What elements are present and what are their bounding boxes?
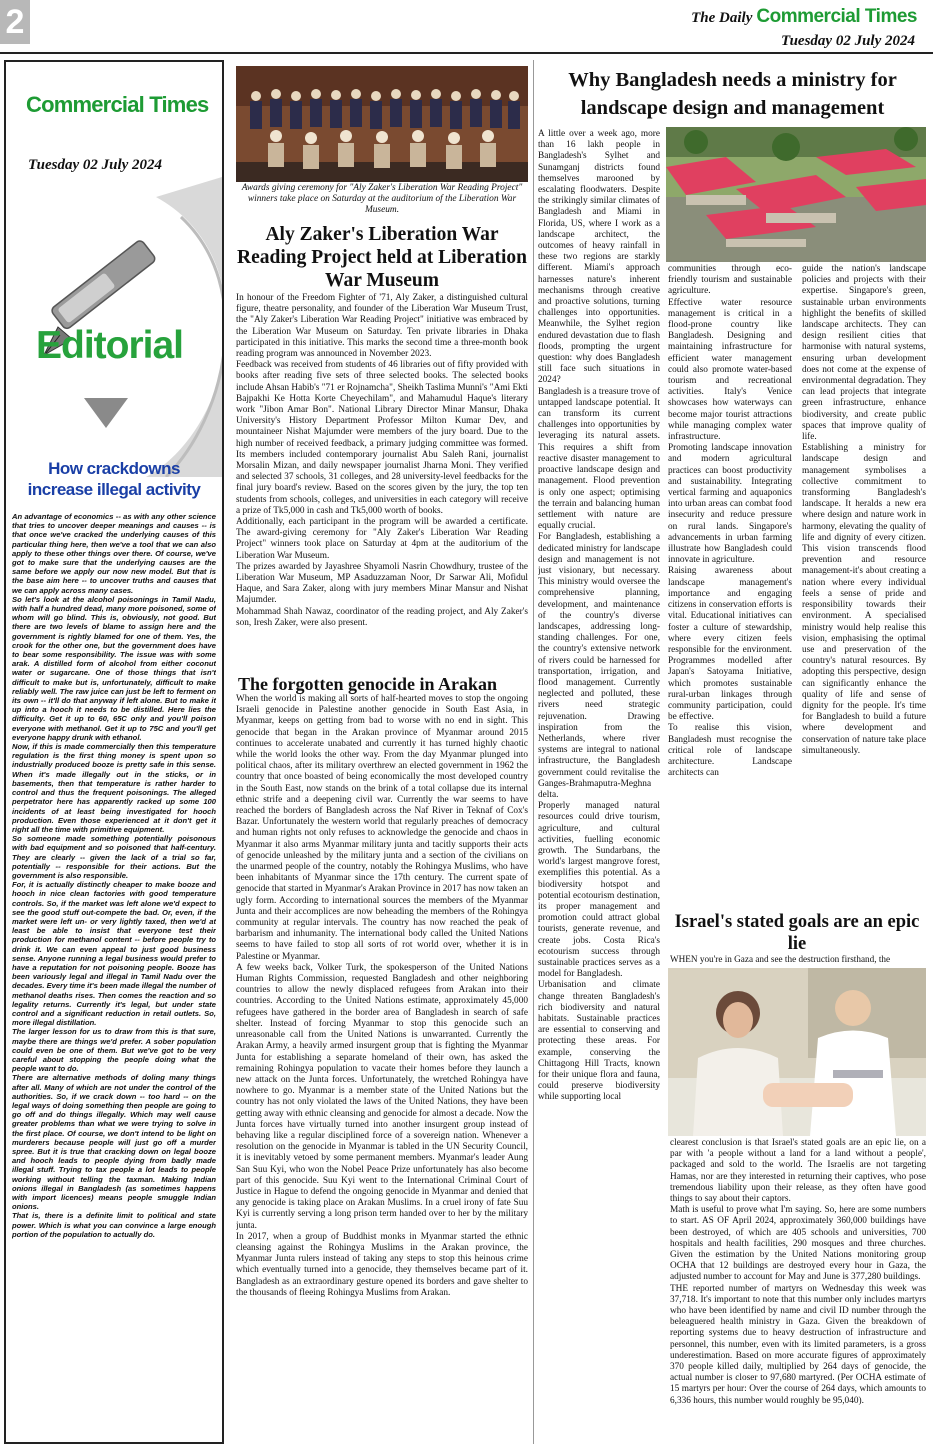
- landscape-headline: Why Bangladesh needs a ministry for landscape design and management: [568, 69, 897, 119]
- article-paragraph: In honour of the Freedom Fighter of '71, Aly Zaker, a distinguished cultural figure, theatre personality, and founder of the Liberation War Museum Trust, the "Aly Zaker's Liberation War Reading Project" initiative was embraced by the Liberation War Museum on Saturday. Ten private libraries in Dhaka participated in this initiative. This marks the second time a three-month book reading program was announced in November 2023.: [236, 293, 528, 360]
- article-paragraph: communities through eco-friendly tourism and sustainable agriculture.: [668, 264, 792, 297]
- article-paragraph: A little over a week ago, more than 16 lakh people in Bangladesh's Sylhet and Sunamganj districts found themselves marooned by escalating floodwaters. Despite the strikingly similar climates of Bangladesh and Miami in Florida, US, where I work as a landscape architect, the outcomes of heavy rainfall in these two regions are starkly different. Miami's approach harnesses nature's inherent mechanisms through creative and proactive solutions, turning challenges into opportunities. Meanwhile, the Sylhet region endured devastation due to flash floods, prompting the urgent question: why does Bangladesh still face such situations in 2024?: [538, 129, 660, 386]
- editorial-paragraph: So let's look at the alcohol poisonings in Tamil Nadu, with half a hundred dead, many more poisoned, some of whom will go blind. This is, obviously, not good. But there are two levels of blame to assign here and the government is rightly blamed for one of them. Yes, the crook for the other one, but the government does have to bear some responsibility. The issue was with some arak. A distilled form of alcohol from either coconut water or sugarcane. One of those things that isn't difficult to make but is, unfortunately, difficult to make reliably well. The raw juice can just be left to ferment on its own -- it'll do that anyway if left alone. But to make it up into a hooch it needs to be distilled. Here lies the difficulty. Get it up to 60, 65C only and you'll poison everyone with methanol. Get it up to 75C and you'll get everyone happy drunk with ethanol.: [12, 594, 216, 742]
- article-paragraph: To realise this vision, Bangladesh must recognise the critical role of landscape architecture. Landscape architects can: [668, 723, 792, 779]
- landscape-column-3: [802, 264, 926, 909]
- article-paragraph: Math is useful to prove what I'm saying. So, here are some numbers to start. AS OF April 2024, approximately 360,000 buildings have been destroyed, of which are 405 schools and universities, 700 hospitals and health facilities, 290 mosques and three churches. Given the estimation by the United Nations monitoring group OCHA that 12 buildings are destroyed every hour in Gaza, the adjusted number to account for May and June is 377,280 buildings.: [670, 1205, 926, 1283]
- editorial-paragraph: An advantage of economics -- as with any other science that tries to uncover deeper meanings and causes -- is that once we've cracked the underlying causes of this particular thing here, then we've a tool that we can also apply to these other things over there. Of course, we've got to make sure that the underlying causes are the same before we apply our now new model. But that is the base aim here -- to uncover truths and causes that we can apply across many cases.: [12, 512, 216, 595]
- article-paragraph: When the world is making all sorts of half-hearted moves to stop the ongoing Israeli genocide in Palestine another genocide in South East Asia, in Myanmar, keeps on getting from bad to worse with no end in sight. This genocide that began in the Arakan province of Myanmar around 2015 continues to accelerate unabated and currently it has turned highly chaotic while the world looks the other way. From the day Myanmar plunged into political chaos, after its military overthrew an elected government in 1962 the country that once boasted of being economically the most developed country in the South East, now stands on the brink of a total collapse due its internal ethnic strife and a deepening civil war. Currently the war seems to have reached the borders of Bangladesh across the Naf River in Teknaf of Cox's Bazar. Unfortunately the western world that regularly preaches of democracy and human rights not only refuses to acknowledge the genocide and chaos in Myanmar it also arms Myanmar military junta and tacitly supports their acts of genocide unleashed by the military junta and a section of the civilians on the unarmed people of the country, notably the Rohingya Muslims, who have been inhabitants of Myanmar since the 17th century. The current spate of genocide that started in Myanmar's Arakan Province in 2017 has now taken an ugly form. According to international sources the members of the Myanmar Junta and their accomplices are now beheading the members of the Rohingya community at regular intervals. The country has now reached the peak of barbarism and inhumanity. The international body called the United Nations seems to have failed to stop all sorts of rot world over, whether it is in Palestine or Myanmar.: [236, 694, 528, 962]
- article-paragraph: THE reported number of martyrs on Wednesday this week was 37,718. It's important to note that this number only includes martyrs who have been identified by name and civil ID number through the beleaguered health ministry in Gaza. Given the breakdown of reporting systems due to heavy destruction of infrastructure and personnel, this number, even with its limited parameters, is a gross underestimation. Based on more accurate figures of approximately 370 people killed daily, multiplied by 264 days of genocide, the actual number is closer to 97,680 martyred. (Per OCHA estimate of 15 martyrs per hour: Over the course of 264 days, which amounts to 6,336 hours, this number would roughly be 95,040).: [670, 1283, 926, 1406]
- aly-zaker-body: [236, 293, 528, 673]
- hospital-scene-photo: [668, 968, 926, 1136]
- editorial-paragraph: For, it is actually distinctly cheaper to make booze and hooch in nice clean factories with good temperature controls. So, if the market was left alone we'd expect to see the good stuff out-compete the bad. Or, even, if the market were left un- or very lightly taxed, then we'd at least be able to insist that everyone test their production for methanol content -- before people try to drink it. We can even appeal to just good business sense. Anyone running a legal business would prefer to have a reputation for not poisoning people. Booze has been variously legal and illegal in Tamil Nadu over the decades. Every time it's been made illegal the number of methanol deaths rises. Then comes the reaction and so legality returns. Currently it's legal, but under state control and a significant reduction in retail outlets. So, more illegal distillation.: [12, 880, 216, 1028]
- award-ceremony-photo: [236, 66, 528, 182]
- masthead-brand: Commercial Times: [756, 6, 917, 27]
- masthead-rule: [0, 52, 933, 54]
- article-paragraph: Urbanisation and climate change threaten Bangladesh's rich biodiversity and natural habitats. Sustainable practices are essential to conserving and protecting these areas. For example, conserving the Chittagong Hill Tracts, known for their unique flora and fauna, could preserve biodiversity while supporting local: [538, 980, 660, 1103]
- article-paragraph: Additionally, each participant in the program will be awarded a certificate. The award-giving ceremony for "Aly Zaker's Liberation War Reading Project" winners took place on Saturday at 4pm at the auditorium of the Liberation War Museum.: [236, 517, 528, 561]
- editorial-headline: How crackdowns increase illegal activity: [27, 459, 201, 499]
- down-arrow-icon: [84, 398, 128, 428]
- article-paragraph: Properly managed natural resources could drive tourism, agriculture, and cultural activities, fuelling economic growth. The Sundarbans, the world's largest mangrove forest, exemplifies this potential. As a biodiversity hotspot and potential ecotourism destination, its proper management and promotion could attract global tourists, generate revenue, and create jobs. Costa Rica's ecotourism success through sustainable practices serves as a model for Bangladesh.: [538, 801, 660, 980]
- article-paragraph: The prizes awarded by Jayashree Shyamoli Nasrin Chowdhury, trustee of the Liberation War Museum, MP Asaduzzaman Noor, Dr Sarwar Ali, Mofidul Haque, and Sara Zaker, along with jury members Minar Mansur and Nishat Majumder.: [236, 561, 528, 606]
- landscape-column-1: [538, 129, 660, 1442]
- arakan-body: [236, 694, 528, 1442]
- masthead: [691, 6, 917, 28]
- aly-zaker-headline: Aly Zaker's Liberation War Reading Project held at Liberation War Museum: [237, 224, 527, 291]
- arakan-headline: The forgotten genocide in Arakan: [238, 674, 497, 694]
- photo-caption: Awards giving ceremony for "Aly Zaker's Liberation War Reading Project" winners take place on Saturday at the auditorium of the Liberation War Museum.: [241, 183, 523, 215]
- article-paragraph: clearest conclusion is that Israel's stated goals are an epic lie, on a par with 'a people without a land for a land without a people', packaged and sold to the world. The Israelis are not targeting Hamas, nor are they interested in returning their captives, who pose tremendous liability upon their release, as they often have good things to say about their captors.: [670, 1138, 926, 1205]
- article-paragraph: Effective water resource management is critical in a flood-prone country like Bangladesh. Designing and maintaining infrastructure for efficient water management could also promote water-based tourism and recreational activities. Italy's Venice showcases how waterways can become major tourist attractions while managing complex water infrastructure.: [668, 297, 792, 443]
- article-paragraph: For Bangladesh, establishing a dedicated ministry for landscape design and management is not just visionary, but necessary. This ministry would oversee the comprehensive planning, development, and maintenance of the country's diverse landscapes, addressing long-standing challenges. For one, the country's extensive network of rivers could be harnessed for transportation, irrigation, and flood management. Currently neglected and polluted, these rivers need strategic rejuvenation. Drawing inspiration from the Netherlands, where river systems are integral to national infrastructure, the Bangladesh government could revitalise the Ganges-Brahmaputra-Meghna delta.: [538, 532, 660, 800]
- editorial-paragraph: So someone made something potentially poisonous with bad equipment and so poisoned that half-century. They are clearly -- given the lack of a trial so far, potentially -- responsible for their actions. But the government is also responsible.: [12, 834, 216, 880]
- sidebar-date: Tuesday 02 July 2024: [28, 157, 163, 173]
- editorial-sidebar: [4, 60, 224, 1444]
- israel-headline: Israel's stated goals are an epic lie: [674, 912, 920, 954]
- flooded-village-photo: [666, 127, 926, 262]
- article-paragraph: Promoting landscape innovation and modern agricultural practices can boost productivity and sustainability. Integrating vertical farming and aquaponics into urban areas can combat food insecurity and reduce pressure on rural lands. Singapore's advancements in urban farming illustrate how Bangladesh could innovate in agriculture.: [668, 443, 792, 566]
- sidebar-logo: Commercial Times: [26, 92, 209, 117]
- editorial-paragraph: The larger lesson for us to draw from this is that sure, maybe there are things we'd prefer. A sober population could even be one of them. But we've got to be very careful about stopping the people doing what the people want to do.: [12, 1027, 216, 1074]
- editorial-paragraph: There are alternative methods of doling many things after all. Many of which are not under the control of the authorities. So, if we crack down -- too hard -- on the legal ways of doing something then people are going to go off and do things illegally. Which may well cause greater problems than what we were trying to solve in the first place. Of course, we don't intend to be light on murderers because people will just go off a murder spree. But it is true that cracking down on legal booze and hooch leads to people dying from badly made illegal stuff. Trying to tax people a lot leads to people working without telling the taxman. Making Indian onions illegal in Bangladesh (as sometimes happens with import licences) means people smuggle Indian onions.: [12, 1073, 216, 1212]
- article-paragraph: A few weeks back, Volker Turk, the spokesperson of the United Nations Human Rights Commission, requested Bangladesh and other neighboring countries to allow the newly displaced refugees from Arakan into their countries. According to the United Nations estimate, approximately 45,000 refugees have gathered in the border area of Bangladesh in search of safe shelter. Instead of forcing Myanmar to stop this genocide such an unreasonable call from the United Nations is unwarranted. Currently the Arakan Army, a heavily armed insurgent group that is fighting the Myanmar Junta for establishing a separate homeland of their own, has asked the remaining Rohingya population to vacate their homes before they launch a new attack on the Junta forces. Unfortunately, the wretched Rohingya have nowhere to go. Myanmar is a member state of the United Nations but the country has not only violated the laws of the United Nations, they have been getting away with ethnic cleansing and genocide for almost a decade. Now the Junta forces have virtually turned into another insurgent group instead of behaving like a regular disciplined force of a sovereign nation. Whenever a resolution on the genocide in Myanmar is tabled in the UN Security Council, it is inevitably vetoed by some permanent members. Myanmar's leader Aung San Suu Kyi, who won the Nobel Peace Prize unfortunately has also become part of this genocide. Suu Kyi went to the International Criminal Court of Justice in Hague to defend the ongoing genocide in Myanmar and denied that any genocide is taking place on Arakan Muslims. In a cruel irony of fate Suu Kyi is currently serving a long prison term handed over to her by the military junta.: [236, 962, 528, 1231]
- editorial-paragraph: That is, there is a definite limit to political and state power. Which is what you can convince a large enough portion of the population to actually do.: [12, 1211, 216, 1239]
- masthead-date: Tuesday 02 July 2024: [780, 33, 915, 49]
- column-divider: [533, 60, 534, 1444]
- israel-lead: WHEN you're in Gaza and see the destruction firsthand, the: [670, 954, 891, 964]
- masthead-prefix: The Daily: [691, 10, 753, 26]
- article-paragraph: Raising awareness about landscape management's importance and engaging citizens in conservation efforts is vital. Educational initiatives can foster a culture of stewardship, where every citizen feels responsible for the environment. Programmes modelled after Japan's Satoyama Initiative, which promotes sustainable rural-urban linkages through community participation, could be effective.: [668, 566, 792, 723]
- editorial-body: [12, 512, 216, 1442]
- editorial-paragraph: Now, if this is made commercially then this temperature regulation is the first thing money is spent upon so industrially produced booze is pretty safe in this sense. When it's made illegally out in the sticks, or in basements, then that temperature is rather harder to control and thus the frequent poisonings. The alleged perpetrator here has apparently racked up some 100 incidents of at least being investigated for hooch production. Even those experienced at it don't get it right all the time with primitive equipment.: [12, 742, 216, 834]
- landscape-column-2: [668, 264, 792, 909]
- article-paragraph: In 2017, when a group of Buddhist monks in Myanmar started the ethnic cleansing against the Rohingya Muslims in the Arakan province, the Myanmar Junta rulers instead of taking any steps to stop this heinous crime which eventually turned into a genocide, they themselves became part of it. Bangladesh as an extraordinary gesture opened its borders and gave shelter to the thousands of fleeing Rohingya Muslims from Arakan.: [236, 1231, 528, 1298]
- israel-body: [670, 1138, 926, 1442]
- article-paragraph: Feedback was received from students of 46 libraries out of fifty provided with books after reading five sets of three selected books. The selected books include Ahsan Habib's "71 er Rojnamcha", Sheikh Taslima Munni's "Ami Ekti Bajpakhi Ke Hotta Korte Cheyechilam", and Mahamudul Haque's literary work "Jibon Amar Bon". National Library Director Minar Mansur, Dhaka University's History Department Professor Milton Kumar Dev, and mountaineer Nishat Majumder were members of the jury board. Due to the high number of received feedback, a primary judging committee was formed. Its members included contemporary journalist Abu Saleh Rani, journalist Morsalin Mizan, and daily newspaper journalist Jharna Moni. They verified and selected 37 schools, 31 colleges, and 28 university-level feedbacks for the final jury board's review. Based on the scores given by the jury, the top ten students from schools, colleges, and universities in each category will receive a prize of Tk5,000 in cash and Tk5,000 worth of books.: [236, 360, 528, 516]
- article-paragraph: Establishing a ministry for landscape design and management symbolises a collective commitment to transforming Bangladesh's landscape. It heralds a new era where design and nature work in harmony, elevating the quality of life and dignity of every citizen. This vision transcends flood prevention and resource management-it's about creating a nation where every individual feels a sense of pride and responsibility towards their environment. A specialised ministry would help realise this vision, emphasising the optimal use and preservation of the country's natural resources. By adopting this perspective, design can significantly enhance the quality of life and sense of dignity for the people. It's time for Bangladesh to build a future where development and conservation of nature take place simultaneously.: [802, 443, 926, 756]
- article-paragraph: Bangladesh is a treasure trove of untapped landscape potential. It can transform its current challenges into opportunities by leveraging its natural assets. This requires a shift from reactive disaster management to proactive landscape design and management. Flood prevention is only one aspect; optimising the terrain and balancing human settlement with nature are equally crucial.: [538, 386, 660, 532]
- article-paragraph: guide the nation's landscape policies and projects with their expertise. Singapore's green, sustainable urban environments highlight the benefits of skilled landscape architects. They can design resilient cities that harmonise with natural systems, ensuring urban development does not come at the expense of environmental degradation. They can lead projects that integrate green infrastructure, enhance biodiversity, and create public spaces that improve quality of life.: [802, 264, 926, 443]
- article-paragraph: Mohammad Shah Nawaz, coordinator of the reading project, and Aly Zaker's son, Iresh Zaker, were also present.: [236, 606, 528, 628]
- editorial-label: Editorial: [36, 324, 184, 367]
- page-number-badge: 2: [0, 0, 30, 44]
